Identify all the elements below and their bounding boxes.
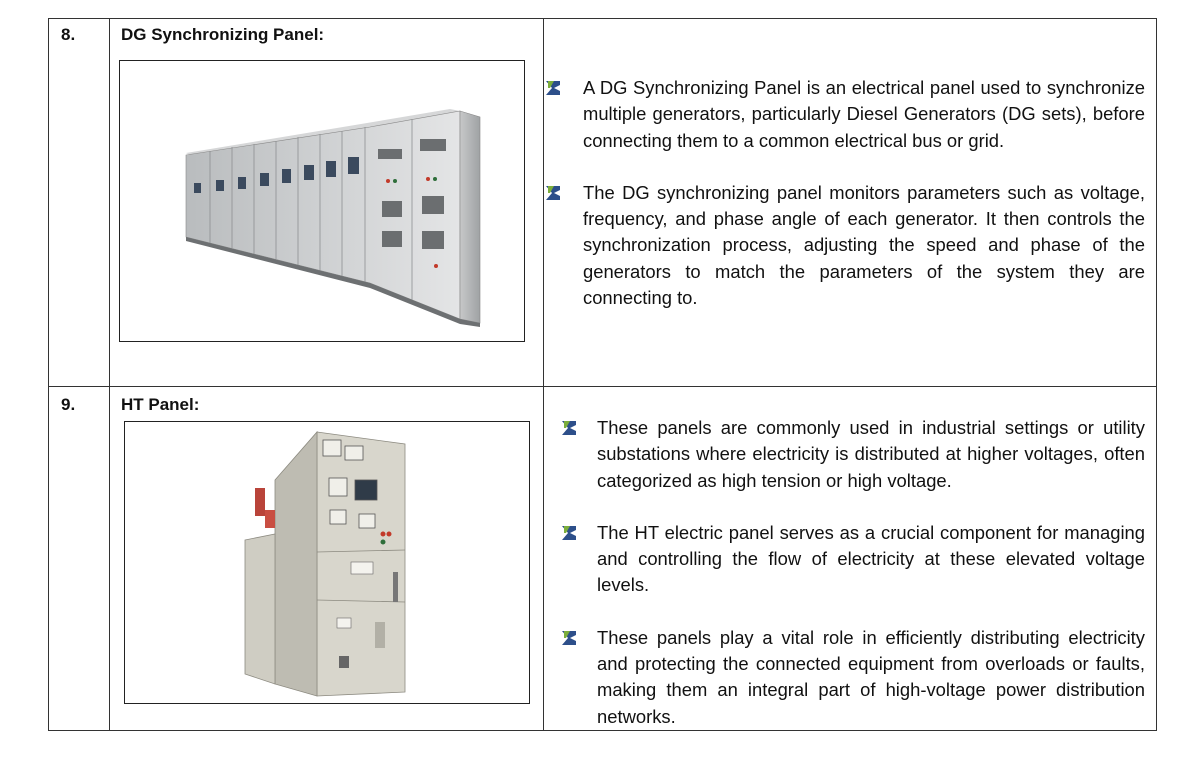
bullet-item (561, 415, 1145, 494)
row-number: 9. (61, 395, 76, 414)
row-number: 8. (61, 25, 76, 44)
bullet-list (561, 415, 1145, 730)
bullet-list (545, 75, 1145, 311)
column-divider (543, 19, 544, 730)
arrow-bullet-icon (545, 185, 561, 201)
row-divider (49, 386, 1156, 387)
bullet-item (545, 75, 1145, 154)
bullet-item (545, 180, 1145, 311)
bullet-item (561, 520, 1145, 599)
bullet-text: A DG Synchronizing Panel is an electrical panel used to synchronize multiple generators, particularly Diesel Generators (DG sets), before connecting them to a common electrical bus or grid. (583, 77, 1145, 151)
bullet-text: The HT electric panel serves as a crucial component for managing and controlling the flow of electricity at these elevated voltage levels. (597, 521, 1145, 596)
arrow-bullet-icon (561, 630, 577, 646)
arrow-bullet-icon (545, 80, 561, 96)
bullet-text: These panels are commonly used in industrial settings or utility substations where electricity is distributed at higher voltages, often categorized as high tension or high voltage. (597, 417, 1145, 491)
arrow-bullet-icon (561, 525, 577, 541)
content-table (48, 18, 1157, 731)
section-title: HT Panel: (121, 395, 200, 414)
ht-panel-illustration (125, 422, 529, 703)
bullet-item (561, 625, 1145, 730)
dg-panel-illustration (120, 61, 524, 341)
arrow-bullet-icon (561, 420, 577, 436)
ht-panel-image (124, 421, 530, 704)
bullet-text: The DG synchronizing panel monitors parameters such as voltage, frequency, and phase angle of each generator. It then controls the synchronization process, adjusting the speed and phase of the generators to match the parameters of the system they are connecting to. (583, 181, 1145, 309)
section-title: DG Synchronizing Panel: (121, 25, 325, 44)
bullet-text: These panels play a vital role in efficiently distributing electricity and protecting the connected equipment from overloads or faults, making them an integral part of high-voltage power distribution networks. (597, 626, 1145, 727)
dg-panel-image (119, 60, 525, 342)
column-divider (109, 19, 110, 730)
